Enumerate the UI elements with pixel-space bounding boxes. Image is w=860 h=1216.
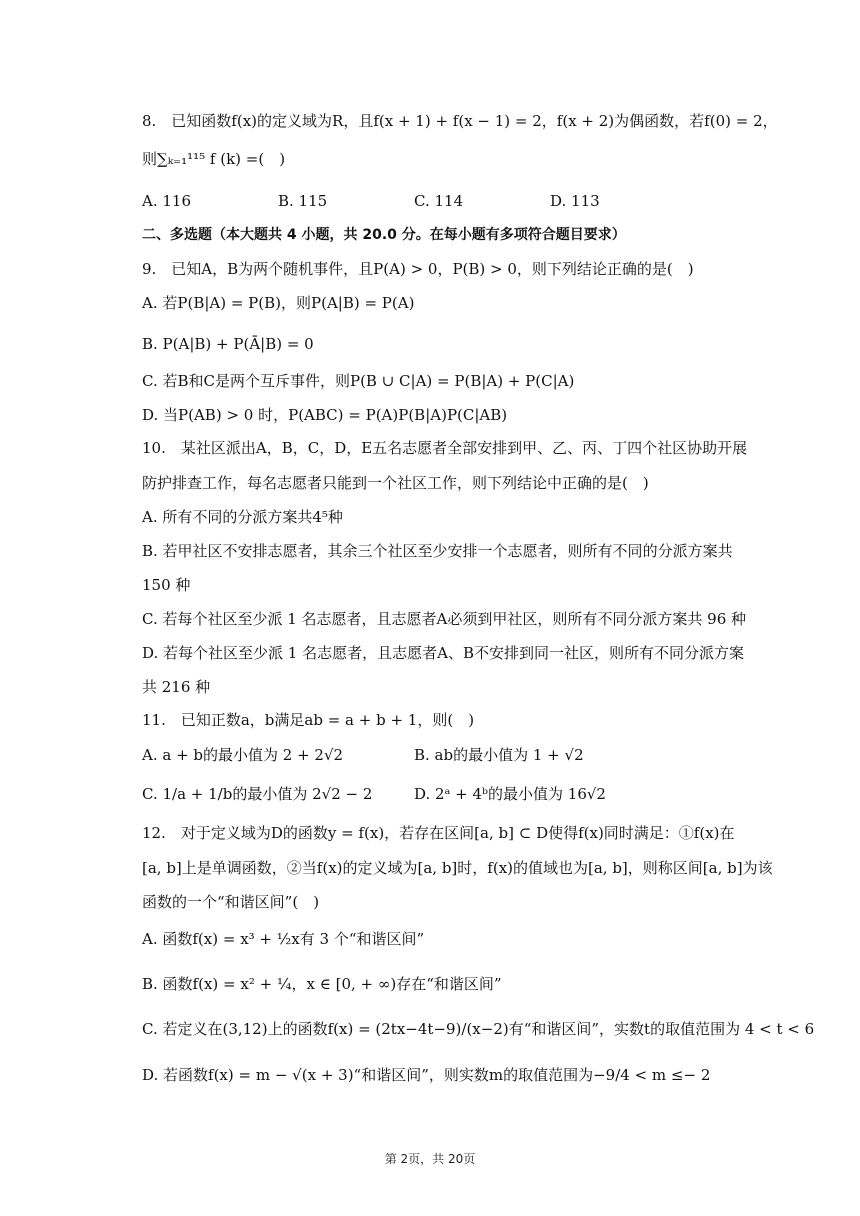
- q11-option-d: D. 2ᵃ + 4ᵇ的最小值为 16√2: [414, 785, 606, 803]
- q8-stem-cont: 则∑ₖ₌₁¹¹⁵ f (k) =( ): [142, 150, 286, 168]
- q10-stem-cont: 防护排查工作，每名志愿者只能到一个社区工作，则下列结论中正确的是( ): [142, 474, 649, 492]
- q10-option-d-cont: 共 216 种: [142, 678, 211, 696]
- q12-option-a: A. 函数f(x) = x³ + ½x有 3 个“和谐区间”: [142, 930, 425, 948]
- q8-option-b: B. 115: [278, 192, 328, 210]
- q10-option-a: A. 所有不同的分派方案共4⁵种: [142, 508, 343, 526]
- q12-option-c: C. 若定义在(3,12)上的函数f(x) = (2tx−4t−9)/(x−2)有“和谐区间”，实数t的取值范围为 4 < t < 6: [142, 1020, 815, 1038]
- q8-option-a: A. 116: [142, 192, 191, 210]
- q9-option-d: D. 当P(AB) > 0 时，P(ABC) = P(A)P(B|A)P(C|AB): [142, 406, 508, 424]
- q9-option-c: C. 若B和C是两个互斥事件，则P(B ∪ C|A) = P(B|A) + P(C|A): [142, 372, 575, 390]
- section-title-multi: 二、多选题（本大题共 4 小题，共 20.0 分。在每小题有多项符合题目要求）: [142, 227, 626, 243]
- q8-option-c: C. 114: [414, 192, 464, 210]
- q12-stem-cont1: [a, b]上是单调函数，②当f(x)的定义域为[a, b]时，f(x)的值域也为[a, b]，则称区间[a, b]为该: [142, 859, 773, 877]
- q10-option-b: B. 若甲社区不安排志愿者，其余三个社区至少安排一个志愿者，则所有不同的分派方案共: [142, 542, 733, 560]
- q11-option-a: A. a + b的最小值为 2 + 2√2: [142, 746, 344, 764]
- q10-option-b-cont: 150 种: [142, 576, 191, 594]
- q10-option-c: C. 若每个社区至少派 1 名志愿者，且志愿者A必须到甲社区，则所有不同分派方案共 96 种: [142, 610, 747, 628]
- q12-option-b: B. 函数f(x) = x² + ¼，x ∈ [0, + ∞)存在“和谐区间”: [142, 975, 502, 993]
- q10-stem: 10. 某社区派出A，B，C，D，E五名志愿者全部安排到甲、乙、丙、丁四个社区协助开展: [142, 439, 748, 457]
- q10-option-d: D. 若每个社区至少派 1 名志愿者，且志愿者A、B不安排到同一社区，则所有不同分派方案: [142, 644, 744, 662]
- q11-option-c: C. 1/a + 1/b的最小值为 2√2 − 2: [142, 785, 373, 803]
- q8-option-d: D. 113: [550, 192, 600, 210]
- q12-stem-cont2: 函数的一个“和谐区间”( ): [142, 893, 320, 911]
- q9-option-a: A. 若P(B|A) = P(B)，则P(A|B) = P(A): [142, 294, 415, 312]
- q9-option-b: B. P(A|B) + P(Ā|B) = 0: [142, 335, 314, 353]
- q9-stem: 9. 已知A，B为两个随机事件，且P(A) > 0，P(B) > 0，则下列结论正确的是( ): [142, 260, 694, 278]
- page-footer: 第 2页，共 20页: [384, 1152, 476, 1166]
- q12-option-d: D. 若函数f(x) = m − √(x + 3)“和谐区间”，则实数m的取值范围为−9/4 < m ≤− 2: [142, 1066, 711, 1084]
- q12-stem: 12. 对于定义域为D的函数y = f(x)，若存在区间[a, b] ⊂ D使得f(x)同时满足：①f(x)在: [142, 824, 735, 842]
- q11-stem: 11. 已知正数a，b满足ab = a + b + 1，则( ): [142, 711, 475, 729]
- q11-option-b: B. ab的最小值为 1 + √2: [414, 746, 584, 764]
- q8-stem: 8. 已知函数f(x)的定义域为R，且f(x + 1) + f(x − 1) = 2，f(x + 2)为偶函数，若f(0) = 2，: [142, 112, 778, 130]
